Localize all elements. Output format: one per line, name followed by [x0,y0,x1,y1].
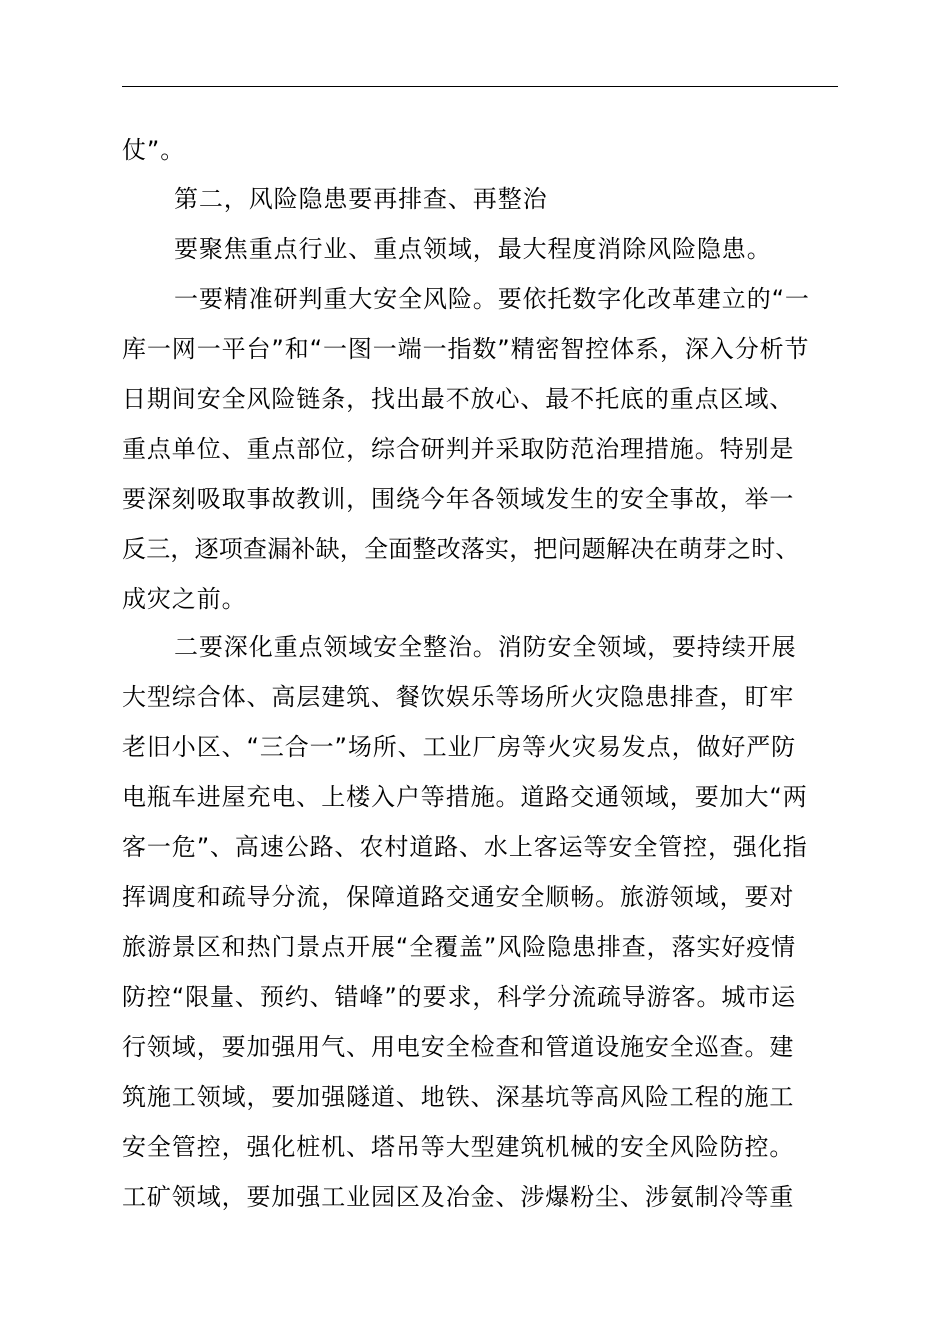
text-line: 日期间安全风险链条，找出最不放心、最不托底的重点区域、 [122,385,795,413]
text-line: 工矿领域，要加强工业园区及冶金、涉爆粉尘、涉氨制冷等重 [122,1183,795,1211]
header-rule [122,86,838,87]
text-line: 要聚焦重点行业、重点领域，最大程度消除风险隐患。 [174,235,772,263]
text-line: 行领域，要加强用气、用电安全检查和管道设施安全巡查。建 [122,1033,795,1061]
text-line: 二要深化重点领域安全整治。消防安全领域，要持续开展 [174,633,797,661]
text-line: 电瓶车进屋充电、上楼入户等措施。道路交通领域，要加大“两 [122,783,808,811]
text-line: 库一网一平台”和“一图一端一指数”精密智控体系，深入分析节 [122,335,810,363]
text-line: 筑施工领域，要加强隧道、地铁、深基坑等高风险工程的施工 [122,1083,795,1111]
text-line: 挥调度和疏导分流，保障道路交通安全顺畅。旅游领域，要对 [122,883,795,911]
text-line: 反三，逐项查漏补缺，全面整改落实，把问题解决在萌芽之时、 [122,535,800,563]
text-line: 大型综合体、高层建筑、餐饮娱乐等场所火灾隐患排查，盯牢 [122,683,795,711]
text-line: 要深刻吸取事故教训，围绕今年各领域发生的安全事故，举一 [122,485,795,513]
text-line: 一要精准研判重大安全风险。要依托数字化改革建立的“一 [174,285,810,313]
text-line: 客一危”、高速公路、农村道路、水上客运等安全管控，强化指 [122,833,808,861]
section-heading: 第二，风险隐患要再排查、再整治 [174,185,548,213]
text-line: 老旧小区、“三合一”场所、工业厂房等火灾易发点，做好严防 [122,733,797,761]
text-line: 防控“限量、预约、错峰”的要求，科学分流疏导游客。城市运 [122,983,797,1011]
text-line: 重点单位、重点部位，综合研判并采取防范治理措施。特别是 [122,435,795,463]
text-line: 成灾之前。 [122,585,247,613]
text-line: 旅游景区和热门景点开展“全覆盖”风险隐患排查，落实好疫情 [122,933,797,961]
text-line: 安全管控，强化桩机、塔吊等大型建筑机械的安全风险防控。 [122,1133,795,1161]
text-line: 仗”。 [122,136,186,164]
